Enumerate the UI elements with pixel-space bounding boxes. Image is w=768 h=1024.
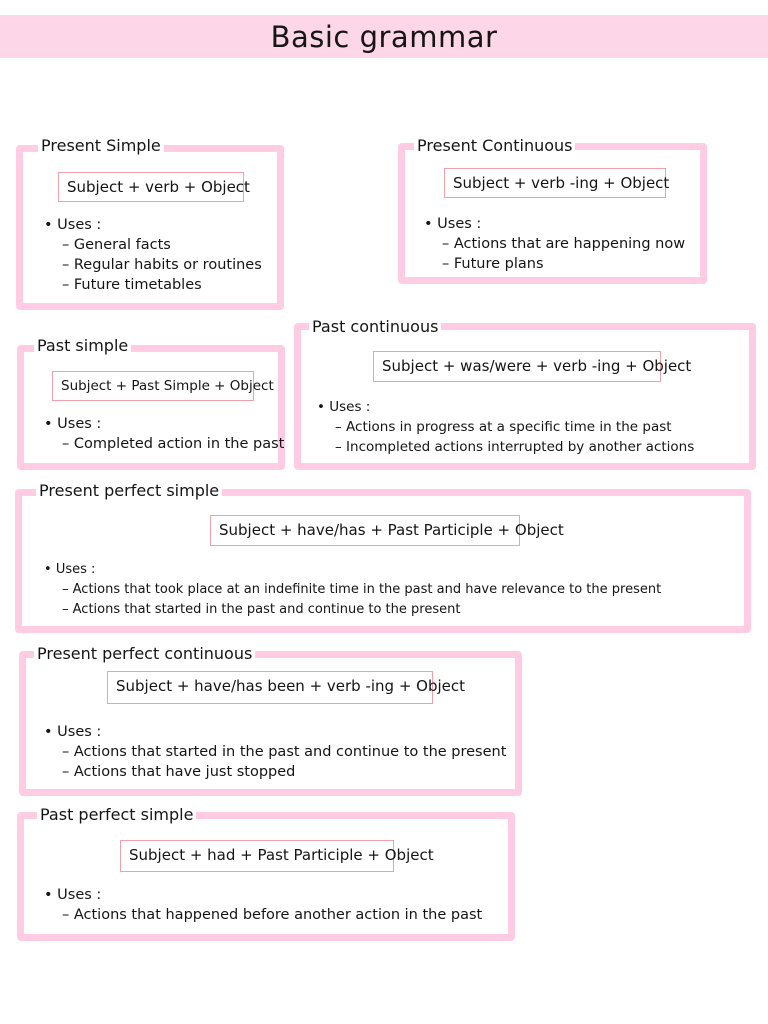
page-title: Basic grammar xyxy=(270,20,498,54)
card-heading: Present Simple xyxy=(38,136,164,156)
uses-label: • Uses : xyxy=(44,885,482,905)
list-item: – Future timetables xyxy=(44,275,262,295)
formula-box: Subject + verb -ing + Object xyxy=(444,168,666,198)
uses-block xyxy=(424,214,685,274)
list-item: – Actions that are happening now xyxy=(424,234,685,254)
card-heading: Present perfect simple xyxy=(36,481,222,501)
uses-label: • Uses : xyxy=(44,722,506,742)
uses-label: • Uses : xyxy=(44,560,661,580)
uses-label: • Uses : xyxy=(44,414,284,434)
list-item: – Actions that happened before another action in the past xyxy=(44,905,482,925)
list-item: – Actions in progress at a specific time in the past xyxy=(317,417,694,437)
list-item: – Incompleted actions interrupted by another actions xyxy=(317,437,694,457)
card-heading: Past simple xyxy=(34,336,131,356)
formula-box: Subject + have/has been + verb -ing + Object xyxy=(107,671,433,704)
uses-block xyxy=(44,414,284,454)
list-item: – Actions that started in the past and continue to the present xyxy=(44,600,661,620)
formula-box: Subject + was/were + verb -ing + Object xyxy=(373,351,661,382)
uses-label: • Uses : xyxy=(424,214,685,234)
uses-block xyxy=(44,560,661,620)
uses-block xyxy=(44,885,482,925)
formula-box: Subject + have/has + Past Participle + Object xyxy=(210,515,520,546)
uses-label: • Uses : xyxy=(317,397,694,417)
card-heading: Past continuous xyxy=(309,317,441,337)
formula-box: Subject + had + Past Participle + Object xyxy=(120,840,394,872)
uses-label: • Uses : xyxy=(44,215,262,235)
list-item: – Actions that started in the past and continue to the present xyxy=(44,742,506,762)
formula-box: Subject + Past Simple + Object xyxy=(52,371,254,401)
list-item: – Future plans xyxy=(424,254,685,274)
list-item: – Regular habits or routines xyxy=(44,255,262,275)
list-item: – Completed action in the past xyxy=(44,434,284,454)
list-item: – General facts xyxy=(44,235,262,255)
list-item: – Actions that took place at an indefinite time in the past and have relevance to the present xyxy=(44,580,661,600)
uses-block xyxy=(317,397,694,457)
card-heading: Present perfect continuous xyxy=(34,644,255,664)
uses-block xyxy=(44,722,506,782)
formula-box: Subject + verb + Object xyxy=(58,172,244,202)
list-item: – Actions that have just stopped xyxy=(44,762,506,782)
uses-block xyxy=(44,215,262,295)
card-heading: Present Continuous xyxy=(414,136,575,156)
card-heading: Past perfect simple xyxy=(37,805,196,825)
